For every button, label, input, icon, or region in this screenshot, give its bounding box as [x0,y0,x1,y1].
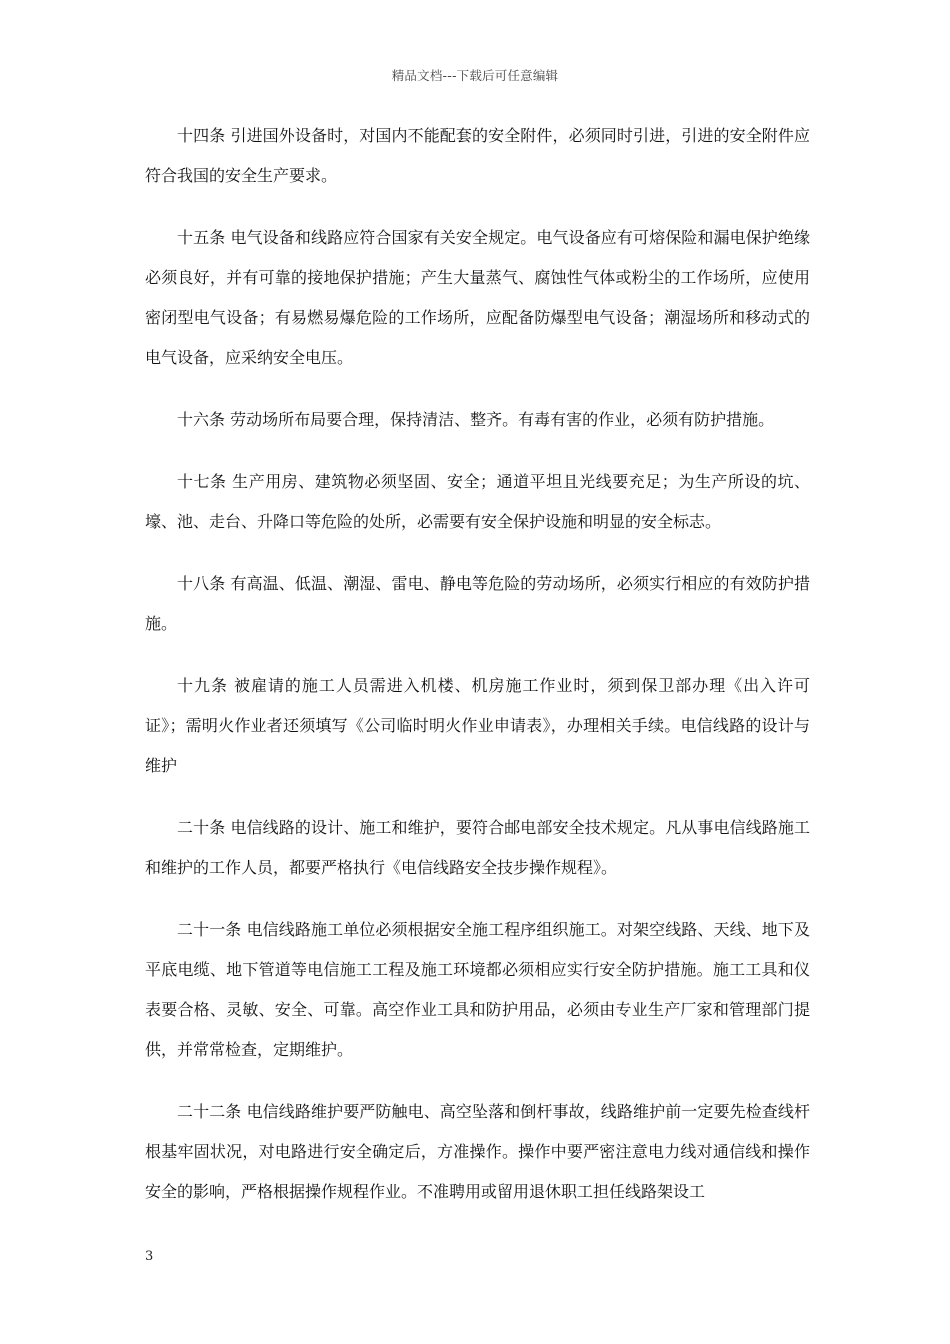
paragraph-article-21: 二十一条 电信线路施工单位必须根据安全施工程序组织施工。对架空线路、天线、地下及平底电缆、地下管道等电信施工工程及施工环境都必须相应实行安全防护措施。施工工具和仪表要合格、灵敏、安全、可靠。高空作业工具和防护用品，必须由专业生产厂家和管理部门提供，并常常检查，定期维护。 [145,920,810,1059]
page-header: 精品文档---下载后可任意编辑 [391,68,559,83]
paragraph-article-18: 十八条 有高温、低温、潮湿、雷电、静电等危险的劳动场所，必须实行相应的有效防护措施。 [145,574,810,633]
document-body [145,116,810,1234]
page-number: 3 [145,1249,154,1264]
paragraph-article-22: 二十二条 电信线路维护要严防触电、高空坠落和倒杆事故，线路维护前一定要先检查线杆根基牢固状况，对电路进行安全确定后，方准操作。操作中要严密注意电力线对通信线和操作安全的影响，严格根据操作规程作业。不准聘用或留用退休职工担任线路架设工 [145,1102,810,1201]
paragraph-article-15: 十五条 电气设备和线路应符合国家有关安全规定。电气设备应有可熔保险和漏电保护绝缘必须良好，并有可靠的接地保护措施；产生大量蒸气、腐蚀性气体或粉尘的工作场所，应使用密闭型电气设备；有易燃易爆危险的工作场所，应配备防爆型电气设备；潮湿场所和移动式的电气设备，应采纳安全电压。 [145,228,810,367]
paragraph-article-16: 十六条 劳动场所布局要合理，保持清洁、整齐。有毒有害的作业，必须有防护措施。 [177,410,775,429]
paragraph-article-14: 十四条 引进国外设备时，对国内不能配套的安全附件，必须同时引进，引进的安全附件应符合我国的安全生产要求。 [145,126,810,185]
paragraph-article-20: 二十条 电信线路的设计、施工和维护，要符合邮电部安全技术规定。凡从事电信线路施工和维护的工作人员，都要严格执行《电信线路安全技步操作规程》。 [145,818,810,877]
paragraph-article-17: 十七条 生产用房、建筑物必须坚固、安全；通道平坦且光线要充足；为生产所设的坑、壕、池、走台、升降口等危险的处所，必需要有安全保护设施和明显的安全标志。 [145,472,810,531]
paragraph-article-19: 十九条 被雇请的施工人员需进入机楼、机房施工作业时，须到保卫部办理《出入许可证》；需明火作业者还须填写《公司临时明火作业申请表》，办理相关手续。电信线路的设计与维护 [145,676,810,775]
